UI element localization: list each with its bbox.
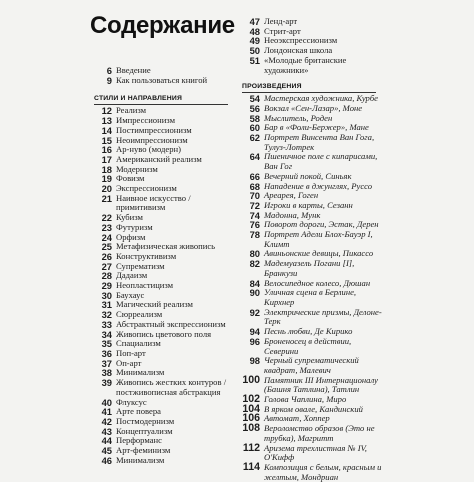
entry-title: «Молодые британские художники» xyxy=(264,54,347,75)
page-number: 54 xyxy=(249,93,260,105)
page-number: 31 xyxy=(101,299,112,311)
page-number: 104 xyxy=(242,402,260,415)
page-number: 45 xyxy=(101,445,112,457)
page-number: 47 xyxy=(249,16,260,27)
entry-title: Поп-арт xyxy=(116,347,146,358)
entry-title: Ар-нуво (модерн) xyxy=(116,144,181,155)
page-number: 34 xyxy=(101,328,112,340)
page-number: 82 xyxy=(249,258,260,270)
page-number: 6 xyxy=(106,65,112,76)
page-number: 23 xyxy=(101,221,112,233)
page-number: 70 xyxy=(249,190,260,202)
entry-title: Постимпрессионизм xyxy=(116,124,192,135)
entry-title: Сюрреализм xyxy=(116,309,163,320)
page-number: 25 xyxy=(101,241,112,253)
entry-title: Уличная сцена в Берлине, Кирхнер xyxy=(264,287,357,307)
entry-title: Экспрессионизм xyxy=(116,183,177,194)
page-number: 106 xyxy=(242,412,260,425)
page-number: 9 xyxy=(106,74,112,86)
entry-title: Пшеничное поле с кипарисами, Ван Гог xyxy=(264,151,378,172)
page-number: 19 xyxy=(101,173,112,185)
page-number: 46 xyxy=(101,454,112,466)
toc-entry xyxy=(234,460,384,482)
entry-title: Автомат, Хоппер xyxy=(264,413,330,424)
entry-title: Американский реализм xyxy=(116,153,202,164)
page-number: 30 xyxy=(101,289,112,301)
entry-title: Живопись цветового поля xyxy=(116,328,212,339)
page-number: 48 xyxy=(249,25,260,37)
entry-title: Вероломство образов (Это не трубка), Магритт xyxy=(264,423,375,443)
toc-entry xyxy=(234,230,384,249)
toc-entry xyxy=(86,194,236,213)
entry-title: Спациализм xyxy=(116,338,161,349)
entry-title: Мадонна, Мунк xyxy=(264,209,321,220)
entry-title: Мадемуазель Погани [I], Бранкузи xyxy=(264,258,355,278)
entry-title: Метафизическая живопись xyxy=(116,241,216,252)
toc-entry xyxy=(234,337,384,356)
page-number: 26 xyxy=(101,250,112,262)
page-number: 66 xyxy=(249,170,260,182)
entry-title: Игроки в карты, Сезанн xyxy=(264,199,353,210)
page-title: Содержание xyxy=(90,12,235,39)
toc-entry xyxy=(234,356,384,375)
entry-title: Перформанс xyxy=(116,435,162,446)
entry-title: Велосипедное колесо, Дюшан xyxy=(264,277,371,288)
page-number: 49 xyxy=(249,35,260,47)
page-number: 32 xyxy=(101,309,112,321)
entry-title: Черный супрематический квадрат, Малевич xyxy=(264,355,359,375)
entry-title: Поворот дороги, Эстак, Дерен xyxy=(264,219,379,230)
page-number: 68 xyxy=(249,180,260,192)
page-number: 51 xyxy=(249,54,260,66)
entry-title: Футуризм xyxy=(116,221,153,232)
intro-list xyxy=(86,66,236,85)
page-number: 36 xyxy=(101,347,112,359)
toc-entry xyxy=(234,133,384,152)
entry-title: Постмодернизм xyxy=(116,415,175,426)
page-number: 84 xyxy=(249,277,260,289)
entry-title: Конструктивизм xyxy=(116,250,177,261)
page-number: 50 xyxy=(249,45,260,57)
entry-title: Концептуализм xyxy=(116,425,173,436)
entry-title: Флуксус xyxy=(116,396,147,407)
entry-title: Мастерская художника, Курбе xyxy=(264,93,378,104)
works-list xyxy=(234,94,384,482)
page-number: 102 xyxy=(242,393,260,406)
page-number: 42 xyxy=(101,415,112,427)
entry-title: Авиньонские девицы, Пикассо xyxy=(264,248,374,259)
toc-entry xyxy=(234,259,384,278)
entry-title: Баухаус xyxy=(116,289,145,300)
entry-title: Оп-арт xyxy=(116,357,142,368)
page-number: 41 xyxy=(101,406,112,418)
page-number: 64 xyxy=(249,151,260,163)
page-number: 98 xyxy=(249,355,260,367)
entry-title: Памятник III Интернационалу (Башня Татлина), Татлин xyxy=(264,374,378,395)
page-number: 90 xyxy=(249,287,260,299)
page-number: 17 xyxy=(101,153,112,165)
works-heading: ПРОИЗВЕДЕНИЯ xyxy=(242,83,302,91)
entry-title: Ареарея, Гоген xyxy=(264,190,319,201)
page-number: 43 xyxy=(101,425,112,437)
entry-title: Стрит-арт xyxy=(264,25,301,36)
right-column xyxy=(234,17,384,482)
entry-title: Нападение в джунглях, Руссо xyxy=(264,180,373,191)
entry-title: Орфизм xyxy=(116,231,146,242)
page-number: 74 xyxy=(249,209,260,221)
entry-title: Арт-феминизм xyxy=(116,445,171,456)
entry-title: Аризема трехлистная № IV, О'Кифф xyxy=(264,442,367,463)
entry-title: Фовизм xyxy=(116,173,145,184)
page-number: 21 xyxy=(101,192,112,204)
entry-title: Неоэкспрессионизм xyxy=(264,35,338,46)
page-number: 16 xyxy=(101,144,112,156)
page-number: 60 xyxy=(249,122,260,134)
entry-title: Кубизм xyxy=(116,212,143,223)
left-column xyxy=(86,66,236,465)
page-number: 20 xyxy=(101,183,112,195)
entry-title: Арте повера xyxy=(116,406,161,417)
entry-title: Бар в «Фоли-Бержер», Мане xyxy=(264,122,369,133)
entry-title: Вечерний покой, Синьяк xyxy=(264,170,352,181)
page-number: 38 xyxy=(101,367,112,379)
page-number: 35 xyxy=(101,338,112,350)
entry-title: Дадаизм xyxy=(116,270,148,281)
toc-entry xyxy=(86,378,236,397)
styles-heading: СТИЛИ И НАПРАВЛЕНИЯ xyxy=(94,95,183,103)
page-number: 39 xyxy=(101,377,112,389)
entry-title: Наивное искусство / примитивизм xyxy=(116,192,191,213)
heading-divider xyxy=(94,104,228,105)
toc-entry xyxy=(234,152,384,171)
page-number: 44 xyxy=(101,435,112,447)
entry-title: Голова Чаплина, Миро xyxy=(264,394,347,405)
page-number: 27 xyxy=(101,260,112,272)
entry-title: Портрет Адели Блох-Бауэр I, Климт xyxy=(264,229,373,249)
entry-title: Лондонская школа xyxy=(264,45,333,56)
entry-title: Магический реализм xyxy=(116,299,193,310)
page-number: 78 xyxy=(249,229,260,241)
page-number: 37 xyxy=(101,357,112,369)
entry-title: Броненосец в действии, Северини xyxy=(264,335,352,356)
entry-title: Песнь любви, Де Кирико xyxy=(264,326,353,337)
page-number: 92 xyxy=(249,306,260,318)
entry-title: Мыслитель, Роден xyxy=(264,112,333,123)
page-number: 22 xyxy=(101,212,112,224)
entry-title: Абстрактный экспрессионизм xyxy=(116,318,226,329)
entry-title: Ленд-арт xyxy=(264,16,298,26)
toc-entry xyxy=(234,308,384,327)
page-number: 114 xyxy=(242,460,260,473)
page-number: 24 xyxy=(101,231,112,243)
toc-entry xyxy=(86,76,236,86)
entry-title: Неопластицизм xyxy=(116,280,174,291)
entry-title: Супрематизм xyxy=(116,260,165,271)
page-number: 58 xyxy=(249,112,260,124)
page-number: 76 xyxy=(249,219,260,231)
page-number: 80 xyxy=(249,248,260,260)
entry-title: Введение xyxy=(116,65,151,75)
entry-title: Неоимпрессионизм xyxy=(116,134,188,145)
entry-title: Модернизм xyxy=(116,163,158,174)
page-number: 112 xyxy=(242,441,260,454)
entry-title: Импрессионизм xyxy=(116,115,176,126)
page-number: 28 xyxy=(101,270,112,282)
page-number: 56 xyxy=(249,102,260,114)
styles-list xyxy=(86,106,236,465)
toc-entry xyxy=(234,424,384,443)
entry-title: Вокзал «Сен-Лазар», Моне xyxy=(264,102,363,113)
entry-title: Композиция с белым, красным и желтым, Мондриан xyxy=(264,461,382,482)
entry-title: Электрические призмы, Делоне-Терк xyxy=(264,306,382,327)
entry-title: В ярком овале, Кандинский xyxy=(264,403,363,414)
toc-entry xyxy=(86,456,236,466)
page-number: 33 xyxy=(101,318,112,330)
page-number: 40 xyxy=(101,396,112,408)
page-number: 29 xyxy=(101,280,112,292)
page-number: 14 xyxy=(101,124,112,136)
entry-title: Минимализм xyxy=(116,454,165,465)
entry-title: Как пользоваться книгой xyxy=(116,74,208,85)
page-number: 12 xyxy=(101,105,112,117)
entry-title: Реализм xyxy=(116,105,147,116)
page-number: 72 xyxy=(249,199,260,211)
entry-title: Портрет Винсента Ван Гога, Тулуз-Лотрек xyxy=(264,132,375,152)
page-number: 94 xyxy=(249,326,260,338)
page-number: 100 xyxy=(242,373,260,386)
page-number: 18 xyxy=(101,163,112,175)
page-number: 108 xyxy=(242,422,260,435)
styles-continued-list xyxy=(234,17,384,75)
toc-entry xyxy=(234,56,384,75)
page-number: 62 xyxy=(249,132,260,144)
page-number: 13 xyxy=(101,115,112,127)
entry-title: Минимализм xyxy=(116,367,165,378)
page-number: 96 xyxy=(249,335,260,347)
page-number: 15 xyxy=(101,134,112,146)
toc-entry xyxy=(234,288,384,307)
entry-title: Живопись жестких контуров / постживописная абстракция xyxy=(116,377,227,397)
